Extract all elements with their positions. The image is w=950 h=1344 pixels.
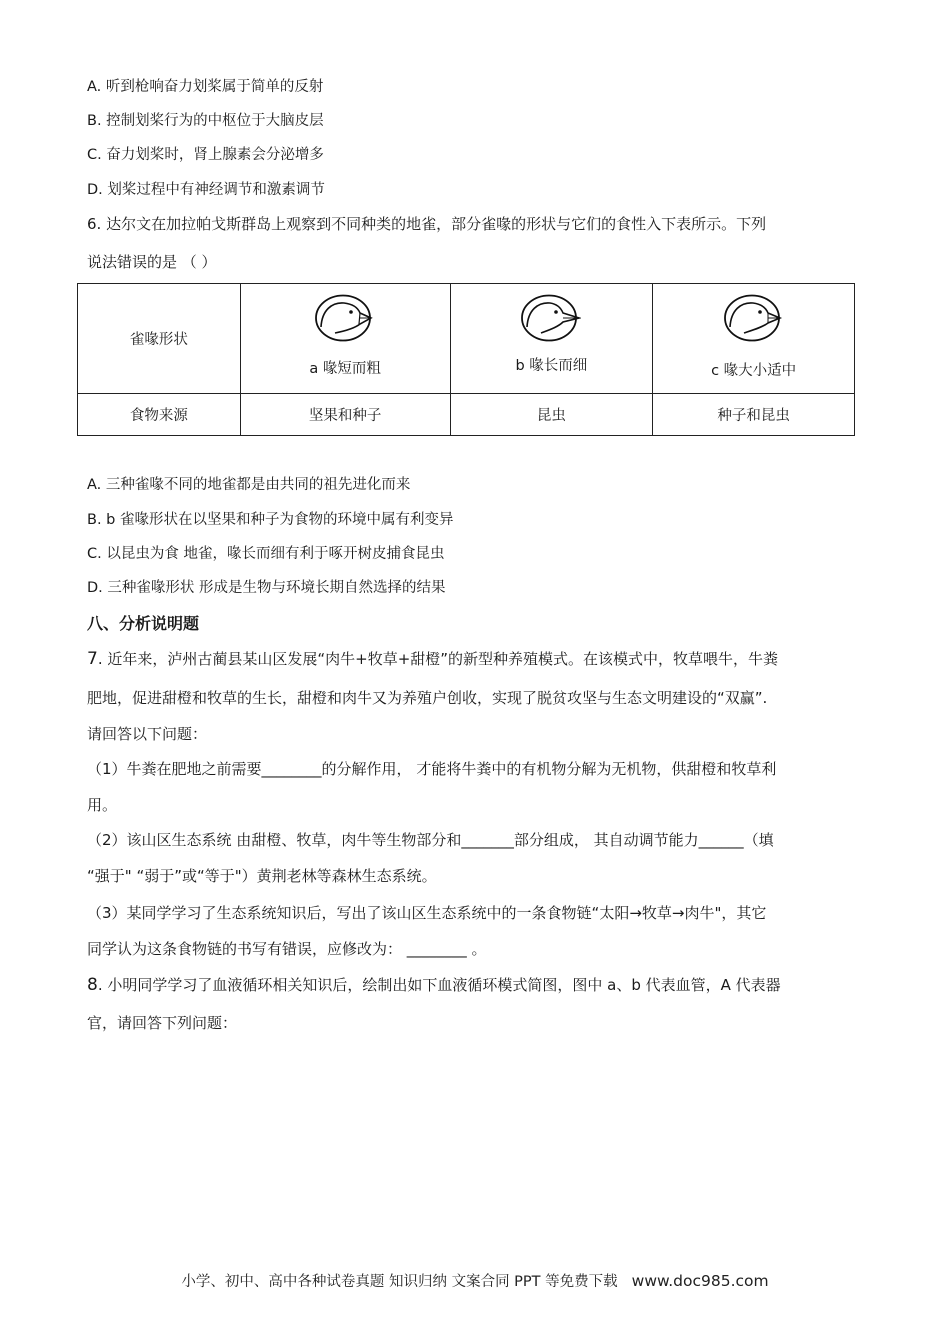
- finch-short-thick-beak-icon: [315, 293, 375, 343]
- beak-shape-header: [78, 284, 241, 394]
- q7-line3: 请回答以下问题：: [87, 725, 208, 743]
- q7-line5: 用。: [87, 796, 118, 814]
- section-heading: 八、分析说明题: [87, 614, 200, 633]
- beak-shape-header-text: 雀喙形状: [129, 332, 188, 348]
- beak-cell-a: [240, 284, 450, 394]
- footer-text: 小学、初中、高中各种试卷真题 知识归纳 文案合同 PPT 等免费下载: [181, 1274, 618, 1290]
- beak-caption-b: b 喙长而细: [515, 358, 588, 374]
- q6-stem-line2: 说法错误的是 （ ）: [87, 253, 217, 271]
- q6-option-c: C. 以昆虫为食 地雀，喙长而细有利于啄开树皮捕食昆虫: [87, 546, 445, 562]
- food-cell-a: 坚果和种子: [240, 394, 450, 436]
- food-cell-c: 种子和昆虫: [653, 394, 855, 436]
- finch-medium-beak-icon: [724, 293, 784, 343]
- q7-line1-text: . 近年来，泸州古蔺县某山区发展“肉牛+牧草+甜橙”的新型种养殖模式。在该模式中，牧草喂牛，牛粪: [97, 650, 779, 668]
- food-source-row: [78, 394, 855, 436]
- q6-option-d: D. 三种雀喙形状 形成是生物与环境长期自然选择的结果: [87, 580, 446, 596]
- q8-line1-text: . 小明同学学习了血液循环相关知识后，绘制出如下血液循环模式简图，图中 a、b 代表血管，A 代表器: [97, 976, 781, 994]
- q7-line6: （2）该山区生态系统 由甜橙、牧草，肉牛等生物部分和_______部分组成， 其自动调节能力______（填: [87, 831, 774, 849]
- beak-shape-row: [78, 284, 855, 394]
- q5-option-c: C. 奋力划桨时，肾上腺素会分泌增多: [87, 147, 324, 163]
- q5-option-d: D. 划桨过程中有神经调节和激素调节: [87, 182, 325, 198]
- q7-line1: [87, 649, 778, 669]
- q7-line8: （3）某同学学习了生态系统知识后，写出了该山区生态系统中的一条食物链“太阳→牧草→肉牛"，其它: [87, 904, 767, 922]
- q6-option-a: A. 三种雀喙不同的地雀都是由共同的祖先进化而来: [87, 477, 411, 493]
- q7-line4: （1）牛粪在肥地之前需要________的分解作用， 才能将牛粪中的有机物分解为无机物，供甜橙和牧草利: [87, 760, 777, 778]
- footer-url[interactable]: www.doc985.com: [631, 1272, 769, 1290]
- q6-option-b: B. b 雀喙形状在以坚果和种子为食物的环境中属有利变异: [87, 512, 454, 528]
- q8-number: 8: [87, 975, 98, 995]
- finch-long-thin-beak-icon: [521, 293, 581, 343]
- page-footer: [0, 1270, 950, 1291]
- q7-number: 7: [87, 649, 98, 669]
- q7-line7: “强于" “弱于”或“等于"）黄荆老林等森林生态系统。: [87, 867, 437, 885]
- beak-caption-a: a 喙短而粗: [309, 361, 381, 377]
- beak-cell-c: [653, 284, 855, 394]
- food-source-header: 食物来源: [78, 394, 241, 436]
- q7-line9: 同学认为这条食物链的书写有错误，应修改为： ________ 。: [87, 940, 487, 958]
- q7-line2: 肥地，促进甜橙和牧草的生长，甜橙和肉牛又为养殖户创收，实现了脱贫攻坚与生态文明建设的“双赢”.: [87, 689, 768, 707]
- q8-line2: 官，请回答下列问题：: [87, 1014, 238, 1032]
- q8-line1: [87, 975, 781, 995]
- q5-option-a: A. 听到枪响奋力划桨属于简单的反射: [87, 79, 324, 95]
- beak-table: [77, 283, 855, 436]
- beak-cell-b: [450, 284, 653, 394]
- q6-stem-line1: 6. 达尔文在加拉帕戈斯群岛上观察到不同种类的地雀，部分雀喙的形状与它们的食性入下表所示。下列: [87, 215, 767, 233]
- food-cell-b: 昆虫: [450, 394, 653, 436]
- q5-option-b: B. 控制划桨行为的中枢位于大脑皮层: [87, 113, 324, 129]
- beak-caption-c: c 喙大小适中: [711, 363, 797, 379]
